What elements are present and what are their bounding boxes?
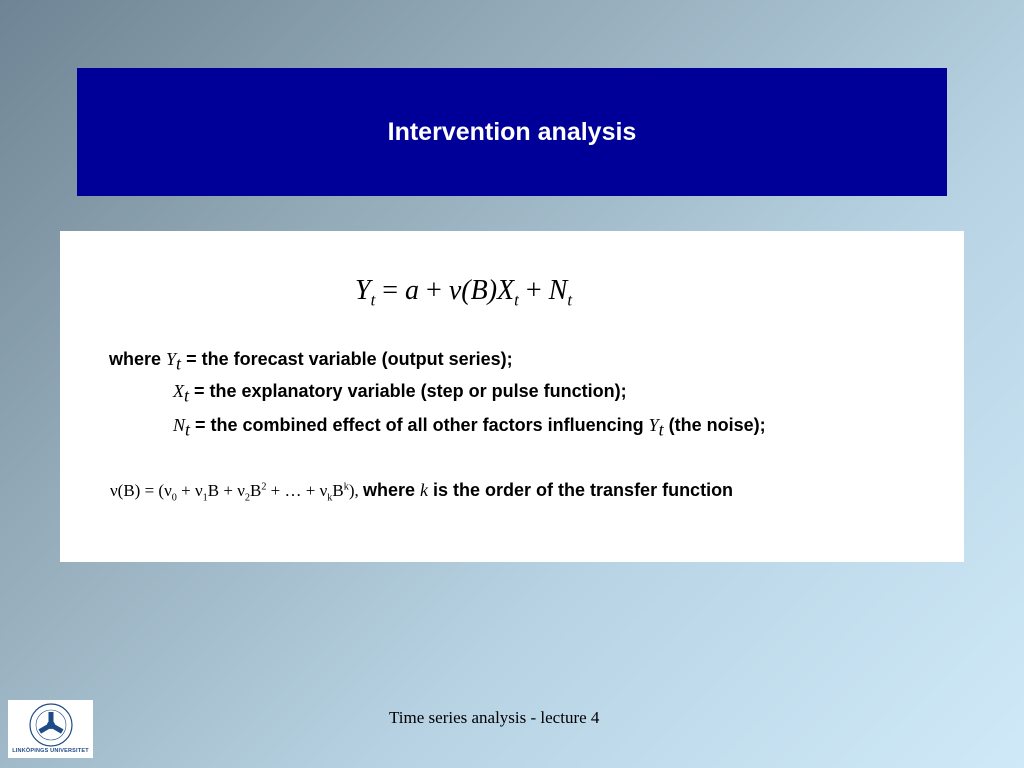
definition-n: $N_t$ = the combined effect of all other factors influencing $Y_t$ (the noise); [173,415,766,440]
slide-title: Intervention analysis [387,117,637,146]
slide-footer: Time series analysis - lecture 4 [389,708,600,727]
title-box [77,68,947,196]
transfer-function-line: $\nu(B) = (\nu_0 + \nu_1B + \nu_2B^2$ + … + $\nu_kB^k$), where k is the order of the transfer function [110,480,734,504]
university-logo [8,700,93,758]
definition-y: where $Y_t$ = the forecast variable (output series); [109,349,513,374]
content-box [60,231,964,562]
definition-x: $X_t$ = the explanatory variable (step or pulse function); [173,381,627,406]
logo-text: LINKÖPINGS UNIVERSITET [12,748,89,754]
main-equation: $Y_t = a + \nu(B)X_t + N_t$ [355,275,572,310]
transfer-function-formula: $\nu(B) = (\nu_0 + \nu_1B + \nu_2B^2$ + … + $\nu_kB^k$), [110,481,363,504]
university-emblem-icon [28,702,74,748]
